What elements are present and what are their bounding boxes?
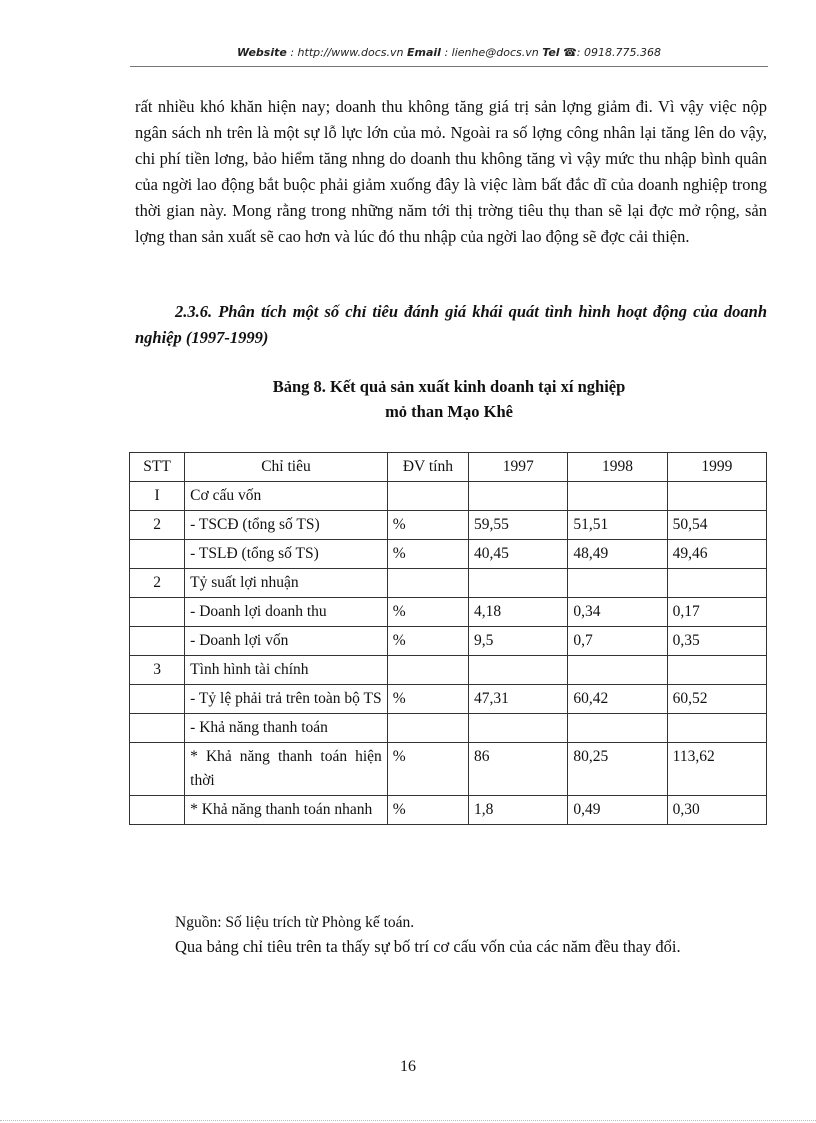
cell-indicator: * Khả năng thanh toán hiện thời [185, 743, 388, 796]
cell-stt [130, 685, 185, 714]
table-row [130, 743, 767, 796]
cell-1998: 60,42 [568, 685, 667, 714]
tel-number: ☎: 0918.775.368 [563, 46, 661, 59]
cell-unit: % [387, 743, 468, 796]
header-1999: 1999 [667, 453, 766, 482]
cell-1999 [667, 656, 766, 685]
cell-indicator: * Khả năng thanh toán nhanh [185, 796, 388, 825]
cell-1999: 0,17 [667, 598, 766, 627]
table-row [130, 482, 767, 511]
cell-1997: 1,8 [469, 796, 568, 825]
cell-stt [130, 714, 185, 743]
table-title-line-2: mỏ than Mạo Khê [385, 402, 513, 421]
cell-unit [387, 569, 468, 598]
cell-stt [130, 743, 185, 796]
cell-1997: 47,31 [469, 685, 568, 714]
table-row [130, 685, 767, 714]
cell-1998 [568, 714, 667, 743]
website-label: Website [237, 46, 287, 59]
header-1998: 1998 [568, 453, 667, 482]
table-row [130, 511, 767, 540]
table-row [130, 656, 767, 685]
header-1997: 1997 [469, 453, 568, 482]
cell-unit: % [387, 598, 468, 627]
cell-1998 [568, 569, 667, 598]
cell-stt [130, 627, 185, 656]
cell-unit [387, 714, 468, 743]
cell-1997 [469, 714, 568, 743]
cell-unit [387, 656, 468, 685]
cell-indicator: Cơ cấu vốn [185, 482, 388, 511]
cell-stt [130, 598, 185, 627]
cell-1997: 40,45 [469, 540, 568, 569]
cell-unit [387, 482, 468, 511]
cell-stt: 2 [130, 569, 185, 598]
cell-stt: I [130, 482, 185, 511]
header-divider [130, 66, 768, 67]
email-address: : lienhe@docs.vn [444, 46, 539, 59]
website-url: : http://www.docs.vn [290, 46, 404, 59]
cell-indicator: - Doanh lợi doanh thu [185, 598, 388, 627]
table-header-row [130, 453, 767, 482]
cell-1998: 0,49 [568, 796, 667, 825]
table-title [130, 374, 768, 424]
page-number: 16 [400, 1058, 416, 1075]
cell-1997 [469, 482, 568, 511]
tel-label: Tel [542, 46, 560, 59]
cell-indicator: Tỷ suất lợi nhuận [185, 569, 388, 598]
source-note: Nguồn: Số liệu trích từ Phòng kế toán. [175, 914, 415, 931]
cell-1998: 0,34 [568, 598, 667, 627]
section-heading: 2.3.6. Phân tích một số chỉ tiêu đánh giá khái quát tình hình hoạt động của doanh nghiệp (1997-1999) [135, 302, 767, 347]
cell-1999: 113,62 [667, 743, 766, 796]
cell-stt [130, 540, 185, 569]
cell-stt: 2 [130, 511, 185, 540]
table-row [130, 627, 767, 656]
cell-1999: 50,54 [667, 511, 766, 540]
table-row [130, 714, 767, 743]
cell-1999 [667, 569, 766, 598]
cell-indicator: - Khả năng thanh toán [185, 714, 388, 743]
cell-1997: 9,5 [469, 627, 568, 656]
page-header [130, 46, 768, 59]
header-unit: ĐV tính [387, 453, 468, 482]
cell-indicator: - TSLĐ (tổng số TS) [185, 540, 388, 569]
cell-1997 [469, 569, 568, 598]
cell-1998: 48,49 [568, 540, 667, 569]
cell-unit: % [387, 627, 468, 656]
results-table [129, 452, 767, 825]
cell-1999 [667, 482, 766, 511]
cell-1998 [568, 656, 667, 685]
cell-1999: 49,46 [667, 540, 766, 569]
cell-1998: 80,25 [568, 743, 667, 796]
header-stt: STT [130, 453, 185, 482]
cell-1998 [568, 482, 667, 511]
intro-paragraph: rất nhiều khó khăn hiện nay; doanh thu không tăng giá trị sản lợng giảm đi. Vì vậy việc nộp ngân sách nh trên là một sự lỗ lực lớn của mỏ. Ngoài ra số lợng công nhân lại tăng lên do vậy, chi phí tiền lơng, bảo hiểm tăng nhng do doanh thu không tăng vì vậy mức thu nhập bình quân của ngời lao động bắt buộc phải giảm xuống đây là việc làm bất đắc dĩ của doanh nghiệp trong thời gian này. Mong rằng trong những năm tới thị trờng tiêu thụ than sẽ lại đợc mở rộng, sản lợng than sản xuất sẽ cao hơn và lúc đó thu nhập của ngời lao động sẽ đợc cải thiện. [135, 97, 767, 246]
cell-unit: % [387, 511, 468, 540]
cell-1998: 51,51 [568, 511, 667, 540]
cell-stt: 3 [130, 656, 185, 685]
cell-1997: 59,55 [469, 511, 568, 540]
cell-indicator: - TSCĐ (tổng số TS) [185, 511, 388, 540]
table-row [130, 540, 767, 569]
cell-1998: 0,7 [568, 627, 667, 656]
header-indicator: Chỉ tiêu [185, 453, 388, 482]
closing-paragraph: Qua bảng chỉ tiêu trên ta thấy sự bố trí cơ cấu vốn của các năm đều thay đổi. [175, 937, 681, 956]
table-row [130, 598, 767, 627]
cell-indicator: - Tỷ lệ phải trả trên toàn bộ TS [185, 685, 388, 714]
cell-unit: % [387, 796, 468, 825]
cell-unit: % [387, 540, 468, 569]
cell-indicator: Tình hình tài chính [185, 656, 388, 685]
cell-1997: 86 [469, 743, 568, 796]
footer-divider [0, 1120, 816, 1121]
cell-1999: 0,35 [667, 627, 766, 656]
cell-1997: 4,18 [469, 598, 568, 627]
cell-1999: 60,52 [667, 685, 766, 714]
table-title-line-1: Bảng 8. Kết quả sản xuất kinh doanh tại xí nghiệp [272, 377, 626, 396]
cell-stt [130, 796, 185, 825]
cell-1999 [667, 714, 766, 743]
cell-1997 [469, 656, 568, 685]
table-row [130, 796, 767, 825]
table-row [130, 569, 767, 598]
cell-indicator: - Doanh lợi vốn [185, 627, 388, 656]
email-label: Email [407, 46, 441, 59]
cell-unit: % [387, 685, 468, 714]
cell-1999: 0,30 [667, 796, 766, 825]
